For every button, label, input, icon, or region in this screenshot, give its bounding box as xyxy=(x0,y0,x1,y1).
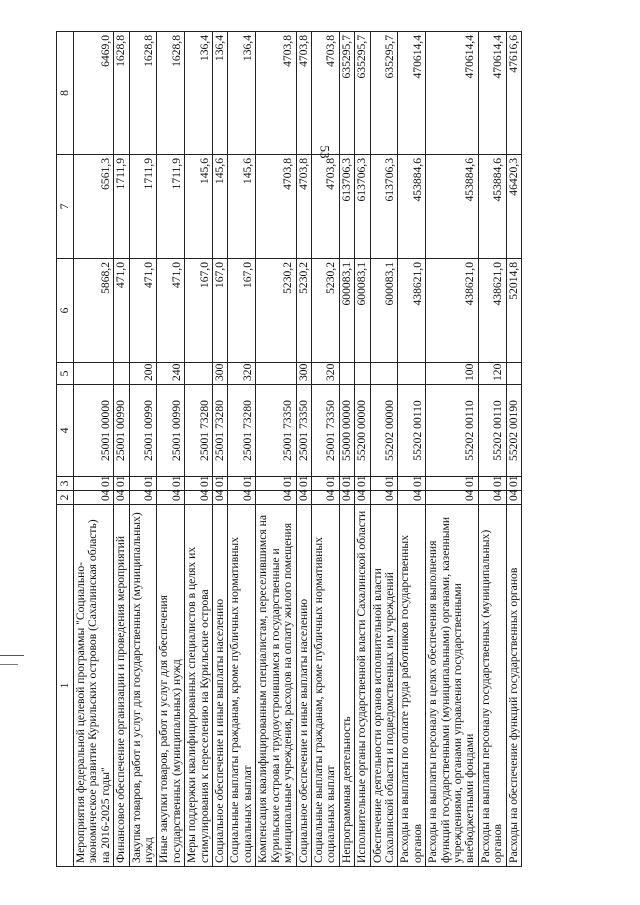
row-value-col7: 46420,3 xyxy=(506,155,521,259)
table-row xyxy=(355,32,370,867)
header-col-2: 2 xyxy=(57,491,74,505)
table-row xyxy=(478,32,506,867)
table-row xyxy=(370,32,398,867)
row-expense-type xyxy=(339,363,354,385)
row-subsection: 01 xyxy=(74,477,114,491)
row-value-col7: 1711,9 xyxy=(114,155,129,259)
table-row xyxy=(256,32,296,867)
row-subsection: 01 xyxy=(129,477,157,491)
table-row xyxy=(74,32,114,867)
row-expense-type xyxy=(398,363,426,385)
row-expense-type xyxy=(506,363,521,385)
row-expense-type: 320 xyxy=(311,363,339,385)
row-target-article: 55000 00000 xyxy=(339,385,354,477)
row-subsection: 01 xyxy=(296,477,311,491)
scan-cut-mark xyxy=(0,655,24,656)
row-value-col6: 167,0 xyxy=(228,259,256,363)
row-subsection: 01 xyxy=(426,477,479,491)
row-name: Расходы на выплаты по оплате труда работников государственных органов xyxy=(398,505,426,867)
row-value-col8: 4703,8 xyxy=(296,32,311,155)
row-subsection: 01 xyxy=(339,477,354,491)
row-subsection: 01 xyxy=(398,477,426,491)
row-expense-type xyxy=(370,363,398,385)
row-value-col8: 4703,8 xyxy=(311,32,339,155)
row-value-col6: 167,0 xyxy=(213,259,228,363)
row-target-article: 25001 00990 xyxy=(114,385,129,477)
row-name: Расходы на обеспечение функций государственных органов xyxy=(506,505,521,867)
row-name: Расходы на выплаты персоналу в целях обеспечения выполнения функций государственными (муниципальными) органами, казенными учреждениями, органами управления государственными внебюджетными фондами xyxy=(426,505,479,867)
row-target-article: 25001 73350 xyxy=(296,385,311,477)
row-subsection: 01 xyxy=(213,477,228,491)
row-value-col7: 145,6 xyxy=(185,155,213,259)
row-target-article: 25001 73350 xyxy=(311,385,339,477)
row-name: Меры поддержки квалифицированных специалистов в целях их стимулирования к переселению на Курильские острова xyxy=(185,505,213,867)
table-row xyxy=(114,32,129,867)
row-name: Закупка товаров, работ и услуг для государственных (муниципальных) нужд xyxy=(129,505,157,867)
row-section: 04 xyxy=(157,491,185,505)
row-value-col8: 635295,7 xyxy=(370,32,398,155)
header-col-3: 3 xyxy=(57,477,74,491)
table-row xyxy=(426,32,479,867)
row-subsection: 01 xyxy=(157,477,185,491)
row-value-col7: 6561,3 xyxy=(74,155,114,259)
row-section: 04 xyxy=(213,491,228,505)
row-value-col8: 4703,8 xyxy=(256,32,296,155)
row-section: 04 xyxy=(114,491,129,505)
row-subsection: 01 xyxy=(506,477,521,491)
row-value-col7: 613706,3 xyxy=(370,155,398,259)
table-row xyxy=(311,32,339,867)
row-value-col8: 470614,4 xyxy=(426,32,479,155)
header-col-8: 8 xyxy=(57,32,74,155)
table-row xyxy=(228,32,256,867)
row-value-col7: 1711,9 xyxy=(157,155,185,259)
row-subsection: 01 xyxy=(185,477,213,491)
row-name: Обеспечение деятельности органов исполнительной власти Сахалинской области и подведомственных им учреждений xyxy=(370,505,398,867)
row-name: Мероприятия федеральной целевой программы "Социально-экономическое развитие Курильских островов (Сахалинская область) на 2016-2025 годы" xyxy=(74,505,114,867)
row-expense-type: 300 xyxy=(296,363,311,385)
row-subsection: 01 xyxy=(478,477,506,491)
row-value-col8: 635295,7 xyxy=(339,32,354,155)
row-name: Исполнительные органы государственной власти Сахалинской области xyxy=(355,505,370,867)
table-row xyxy=(213,32,228,867)
row-value-col7: 145,6 xyxy=(213,155,228,259)
row-value-col7: 1711,9 xyxy=(129,155,157,259)
row-subsection: 01 xyxy=(355,477,370,491)
row-value-col8: 470614,4 xyxy=(398,32,426,155)
row-target-article: 55202 00110 xyxy=(426,385,479,477)
table-body xyxy=(74,32,522,867)
budget-table xyxy=(56,31,522,867)
row-target-article: 25001 00000 xyxy=(74,385,114,477)
row-subsection: 01 xyxy=(311,477,339,491)
row-value-col6: 471,0 xyxy=(129,259,157,363)
row-value-col8: 136,4 xyxy=(213,32,228,155)
row-name: Социальные выплаты гражданам, кроме публичных нормативных социальных выплат xyxy=(228,505,256,867)
row-value-col8: 136,4 xyxy=(228,32,256,155)
row-name: Компенсация квалифицированным специалистам, переселившимся на Курильские острова и трудоустроившимся в государственные и муниципальные учреждения, расходов на оплату жилого помещения xyxy=(256,505,296,867)
row-subsection: 01 xyxy=(256,477,296,491)
row-subsection: 01 xyxy=(228,477,256,491)
row-section: 04 xyxy=(426,491,479,505)
header-col-6: 6 xyxy=(57,259,74,363)
header-row xyxy=(57,32,74,867)
row-expense-type: 320 xyxy=(228,363,256,385)
row-expense-type: 100 xyxy=(426,363,479,385)
row-section: 04 xyxy=(74,491,114,505)
row-expense-type xyxy=(185,363,213,385)
row-section: 04 xyxy=(339,491,354,505)
row-section: 04 xyxy=(370,491,398,505)
row-value-col8: 1628,8 xyxy=(129,32,157,155)
header-col-5: 5 xyxy=(57,363,74,385)
header-col-4: 4 xyxy=(57,385,74,477)
row-expense-type xyxy=(256,363,296,385)
table-row xyxy=(157,32,185,867)
row-target-article: 25001 73280 xyxy=(213,385,228,477)
row-value-col6: 5230,2 xyxy=(296,259,311,363)
row-expense-type xyxy=(114,363,129,385)
table-row xyxy=(506,32,521,867)
row-expense-type xyxy=(74,363,114,385)
row-value-col8: 635295,7 xyxy=(355,32,370,155)
row-section: 04 xyxy=(185,491,213,505)
row-expense-type: 300 xyxy=(213,363,228,385)
row-value-col6: 438621,0 xyxy=(398,259,426,363)
row-value-col7: 453884,6 xyxy=(398,155,426,259)
row-value-col6: 167,0 xyxy=(185,259,213,363)
row-section: 04 xyxy=(256,491,296,505)
row-value-col8: 6469,0 xyxy=(74,32,114,155)
row-value-col6: 600083,1 xyxy=(339,259,354,363)
table-row xyxy=(185,32,213,867)
row-value-col6: 600083,1 xyxy=(370,259,398,363)
row-value-col6: 5230,2 xyxy=(256,259,296,363)
row-value-col7: 613706,3 xyxy=(355,155,370,259)
row-value-col8: 1628,8 xyxy=(157,32,185,155)
row-value-col7: 4703,8 xyxy=(296,155,311,259)
row-value-col6: 52014,8 xyxy=(506,259,521,363)
row-target-article: 55202 00190 xyxy=(506,385,521,477)
row-section: 04 xyxy=(228,491,256,505)
header-col-7: 7 xyxy=(57,155,74,259)
row-value-col7: 4703,8 xyxy=(311,155,339,259)
row-value-col7: 4703,8 xyxy=(256,155,296,259)
row-value-col6: 5868,2 xyxy=(74,259,114,363)
table-row xyxy=(296,32,311,867)
row-name: Социальное обеспечение и иные выплаты населению xyxy=(213,505,228,867)
row-name: Социальное обеспечение и иные выплаты населению xyxy=(296,505,311,867)
row-target-article: 25001 73350 xyxy=(256,385,296,477)
row-value-col7: 453884,6 xyxy=(426,155,479,259)
row-section: 04 xyxy=(478,491,506,505)
row-value-col7: 453884,6 xyxy=(478,155,506,259)
row-target-article: 55202 00110 xyxy=(478,385,506,477)
row-section: 04 xyxy=(355,491,370,505)
row-expense-type: 120 xyxy=(478,363,506,385)
row-target-article: 55200 00000 xyxy=(355,385,370,477)
row-value-col7: 613706,3 xyxy=(339,155,354,259)
table-row xyxy=(398,32,426,867)
rotated-table-wrapper xyxy=(56,32,586,867)
row-expense-type xyxy=(355,363,370,385)
row-section: 04 xyxy=(311,491,339,505)
row-name: Финансовое обеспечение организации и проведения мероприятий xyxy=(114,505,129,867)
row-name: Иные закупки товаров, работ и услуг для обеспечения государственных (муниципальных) нужд xyxy=(157,505,185,867)
row-expense-type: 200 xyxy=(129,363,157,385)
row-value-col8: 1628,8 xyxy=(114,32,129,155)
row-target-article: 25001 00990 xyxy=(157,385,185,477)
row-target-article: 25001 73280 xyxy=(185,385,213,477)
row-name: Социальные выплаты гражданам, кроме публичных нормативных социальных выплат xyxy=(311,505,339,867)
row-value-col6: 5230,2 xyxy=(311,259,339,363)
row-subsection: 01 xyxy=(114,477,129,491)
header-col-1: 1 xyxy=(57,505,74,867)
scan-cut-mark-secondary xyxy=(0,664,18,665)
row-value-col7: 145,6 xyxy=(228,155,256,259)
row-name: Расходы на выплаты персоналу государственных (муниципальных) органов xyxy=(478,505,506,867)
row-subsection: 01 xyxy=(370,477,398,491)
row-value-col8: 47616,6 xyxy=(506,32,521,155)
row-expense-type: 240 xyxy=(157,363,185,385)
row-value-col6: 471,0 xyxy=(114,259,129,363)
row-section: 04 xyxy=(296,491,311,505)
row-name: Непрограммная деятельность xyxy=(339,505,354,867)
row-section: 04 xyxy=(129,491,157,505)
row-value-col6: 438621,0 xyxy=(478,259,506,363)
table-row xyxy=(339,32,354,867)
row-value-col8: 136,4 xyxy=(185,32,213,155)
row-target-article: 25001 73280 xyxy=(228,385,256,477)
row-target-article: 55202 00000 xyxy=(370,385,398,477)
row-target-article: 55202 00110 xyxy=(398,385,426,477)
row-section: 04 xyxy=(506,491,521,505)
page-number: 53 xyxy=(317,145,333,159)
table-row xyxy=(129,32,157,867)
row-value-col8: 470614,4 xyxy=(478,32,506,155)
row-section: 04 xyxy=(398,491,426,505)
row-value-col6: 471,0 xyxy=(157,259,185,363)
row-value-col6: 600083,1 xyxy=(355,259,370,363)
row-target-article: 25001 00990 xyxy=(129,385,157,477)
row-value-col6: 438621,0 xyxy=(426,259,479,363)
